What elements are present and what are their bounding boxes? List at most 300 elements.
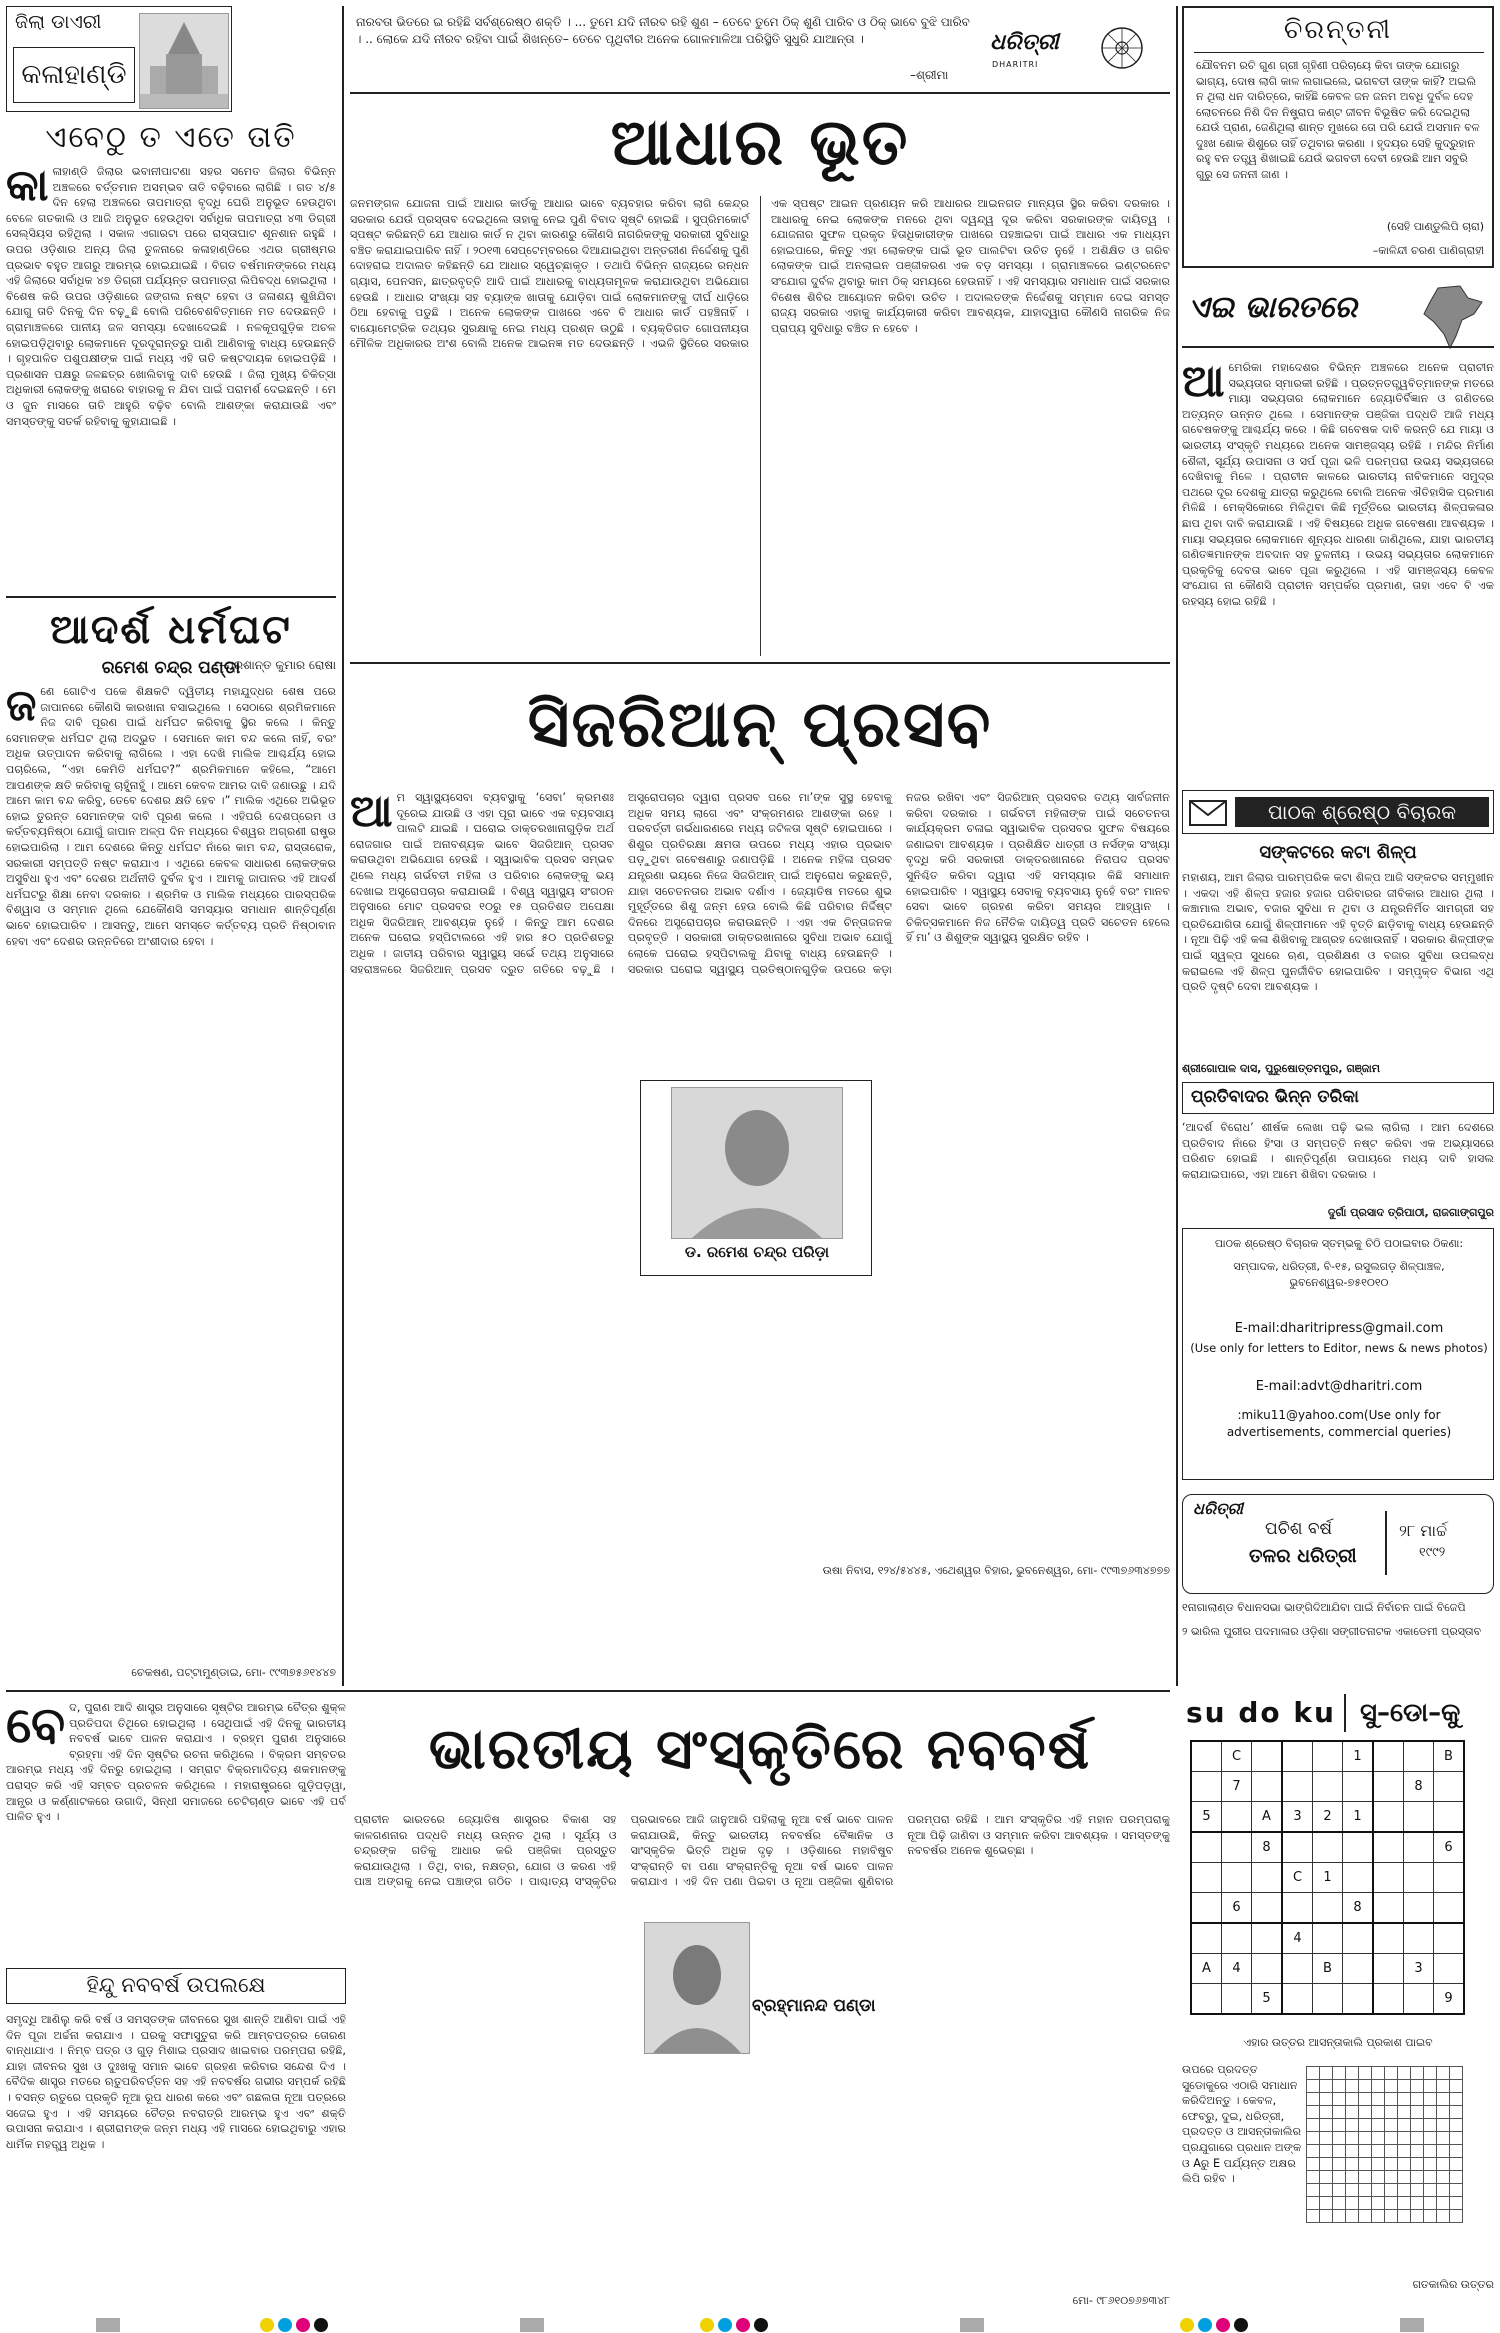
caesarean-headline: ସିଜରିଆନ୍ ପ୍ରସବ [527,688,993,762]
sudoku-cell[interactable]: 6 [1434,1832,1465,1863]
sudoku-cell[interactable] [1404,1832,1434,1863]
mini-cell [1320,2067,1333,2080]
mini-cell [1359,2093,1372,2106]
mini-cell [1307,2210,1320,2223]
mini-row [1307,2106,1463,2119]
mini-cell [1411,2119,1424,2132]
mini-cell [1307,2171,1320,2184]
contact-email-editor[interactable]: E-mail:dharitripress@gmail.com [1234,1321,1444,1336]
nababarsha-left-col [6,1700,346,1980]
mini-cell [1424,2093,1437,2106]
sudoku-row [1191,1741,1464,1772]
mini-cell [1307,2093,1320,2106]
contact-address: ସମ୍ପାଦକ, ଧରିତ୍ରୀ, ବି-୧୫, ରସୁଲଗଡ଼ ଶିଳ୍ପାଞ୍ଚଳ, ଭୁବନେଶ୍ୱର-୭୫୧୦୧୦ [1233,1260,1445,1289]
sudoku-cell[interactable] [1222,1923,1252,1954]
aadhaar-headline: ଆଧାର ଭୂତ [610,106,910,180]
mini-cell [1372,2080,1385,2093]
adarsh-headline: ଆଦର୍ଶ ଧର୍ମଘଟ [50,607,292,653]
print-mark-yellow-2 [700,2318,714,2332]
contact-email-advt[interactable]: E-mail:advt@dharitri.com [1255,1379,1423,1394]
mini-cell [1411,2210,1424,2223]
pathak-letter1-title: ସଙ୍କଟରେ କଟା ଶିଳ୍ପ [1259,842,1417,863]
adarsh-footer: ଚେକଷଣ, ପଟ୍ଟାମୁଣ୍ଡାଇ, ମୋ- ୯୯୩୭୫୬୧୪୪୭ [131,1666,336,1679]
print-mark-black [314,2318,328,2332]
pachisa-brand: ଧରିତ୍ରୀ [1193,1499,1243,1518]
mini-cell [1385,2145,1398,2158]
quote-author: –ଶ୍ରୀମା [910,68,949,82]
sudoku-row [1191,1832,1464,1863]
district-diary-label: ଜିଲା ଡାଏରୀ [15,11,102,33]
pachisa-title2: ତଳର ଧରିତ୍ରୀ [1249,1545,1357,1567]
mini-cell [1411,2171,1424,2184]
mini-cell [1398,2145,1411,2158]
divider-left-1 [6,596,336,598]
mini-cell [1320,2197,1333,2210]
mini-cell [1359,2106,1372,2119]
mini-cell [1346,2067,1359,2080]
sudoku-cell[interactable] [1434,1923,1465,1954]
mini-row [1307,2119,1463,2132]
mini-cell [1398,2093,1411,2106]
sudoku-cell[interactable] [1404,1923,1434,1954]
sudoku-instructions: ଉପରେ ପ୍ରଦତ୍ତ ସୁଡୋକୁରେ ଏଠାରି ସମାଧାନ କରିଦିଅନ୍ତୁ । କେବଳ, ଫେବ୍ରୁ, ଦୁଇ, ଧରିତ୍ରୀ, ପ୍ରଦତ୍ତ ଓ ଆସନ୍ତାକାଲିର ପ୍ରଯୁଗାରେ ପ୍ରଧାନ ଅଙ୍କ ଓ Aରୁ E ପର୍ଯ୍ୟନ୍ତ ଅକ୍ଷର ଲିପି ରହିବ । [1182,2063,1302,2186]
sudoku-cell[interactable] [1282,1893,1313,1924]
mini-cell [1450,2145,1463,2158]
vertical-rule-right [1176,6,1178,1686]
mini-cell [1450,2119,1463,2132]
mini-cell [1385,2171,1398,2184]
sudoku-row [1191,1954,1464,1984]
mini-cell [1320,2132,1333,2145]
mini-cell [1424,2106,1437,2119]
mini-cell [1437,2171,1450,2184]
sudoku-cell[interactable] [1373,1741,1404,1772]
mini-cell [1385,2106,1398,2119]
sudoku-cell[interactable] [1434,1802,1465,1833]
mini-cell [1320,2093,1333,2106]
mini-cell [1333,2093,1346,2106]
sudoku-cell[interactable]: 4 [1282,1923,1313,1954]
print-mark-cyan-3 [1198,2318,1212,2332]
sudoku-cell[interactable] [1282,1772,1313,1802]
sudoku-cell[interactable] [1434,1954,1465,1984]
mini-cell [1359,2184,1372,2197]
mini-cell [1385,2132,1398,2145]
contact-intro: ପାଠକ ଶ୍ରେଷ୍ଠ ବିଚାରକ ସ୍ତମ୍ଭକୁ ଚିଠି ପଠାଇବାର ଠିକଣା: [1214,1237,1464,1250]
mini-cell [1346,2210,1359,2223]
sudoku-row [1191,1802,1464,1833]
mini-cell [1450,2158,1463,2171]
district-name: କଳାହାଣ୍ଡି [13,47,135,103]
sudoku-cell[interactable]: 1 [1343,1741,1374,1772]
sudoku-cell[interactable] [1282,1741,1313,1772]
sudoku-cell[interactable]: 3 [1282,1802,1313,1833]
sudoku-cell[interactable] [1252,1863,1283,1893]
sudoku-cell[interactable] [1313,1923,1343,1954]
ebharat-title: ଏଇ ଭାରତରେ [1188,290,1357,325]
sudoku-cell[interactable]: 7 [1222,1772,1252,1802]
sudoku-cell[interactable] [1373,1923,1404,1954]
sudoku-cell[interactable] [1343,1923,1374,1954]
sudoku-cell[interactable] [1191,1893,1222,1924]
nababarsha-subheadline-box [6,1968,346,2004]
sudoku-cell[interactable]: 8 [1404,1772,1434,1802]
caesarean-dropcap: ଆ [350,790,393,837]
mini-cell [1333,2132,1346,2145]
mini-cell [1398,2158,1411,2171]
mini-cell [1385,2067,1398,2080]
pachisa-item1: ୧ନାଗାଲାଣ୍ଡ ବିଧାନସଭା ଭାଙ୍ଗିଦିଆଯିବା ପାଇଁ ନିର୍ବାଚନ ପାଇଁ ବିଜେପି [1182,1601,1466,1614]
mini-cell [1320,2184,1333,2197]
sudoku-cell[interactable] [1252,1893,1283,1924]
sudoku-cell[interactable]: 1 [1343,1802,1374,1833]
sudoku-cell[interactable] [1313,1772,1343,1802]
district-news-byline: –ପ୍ରଶାନ୍ତ କୁମାର ରୋଷା [218,658,336,672]
mini-row [1307,2210,1463,2223]
pathak-letter1-body: ମହାଶୟ, ଆମ ଜିଲାର ପାରମ୍ପରିକ କଟା ଶିଳ୍ପ ଆଜି ସଙ୍କଟର ସମ୍ମୁଖୀନ । ଏକଦା ଏହି ଶିଳ୍ପ ହଜାର ହଜାର ପରିବାରର ଜୀବିକାର ଆଧାର ଥିଲା । କଞ୍ଚାମାଲ ଅଭାବ, ବଜାର ସୁବିଧା ନ ଥିବା ଓ ଯନ୍ତ୍ରନିର୍ମିତ ସାମଗ୍ରୀ ସହ ପ୍ରତିଯୋଗିତା ଯୋଗୁଁ ଶିଳ୍ପୀମାନେ ଏହି ବୃତ୍ତି ଛାଡ଼ିବାକୁ ବାଧ୍ୟ ହେଉଛନ୍ତି । ନୂଆ ପିଢ଼ି ଏହି କଳା ଶିଖିବାକୁ ଆଗ୍ରହ ଦେଖାଉନାହିଁ । ସରକାର ଶିଳ୍ପୀଙ୍କ ପାଇଁ ସ୍ୱଳ୍ପ ସୁଧରେ ଋଣ, ପ୍ରଶିକ୍ଷଣ ଓ ବଜାର ସୁବିଧା ଉପଲବ୍ଧ କରାଇଲେ ଏହି ଶିଳ୍ପ ପୁନର୍ଜୀବିତ ହୋଇପାରିବ । ସମ୍ପୃକ୍ତ ବିଭାଗ ଏଥି ପ୍ରତି ଦୃଷ୍ଟି ଦେବା ଆବଶ୍ୟକ । [1182,871,1494,994]
district-news-dropcap: କା [6,164,49,211]
aadhaar-body: ଜନମଙ୍ଗଳ ଯୋଜନା ପାଇଁ ଆଧାର କାର୍ଡକୁ ଆଧାର ଭାବେ ବ୍ୟବହାର କରିବା ଲାଗି କେନ୍ଦ୍ର ସରକାର ଯେଉଁ ପ୍ରସ୍ତାବ ଦେଇଥିଲେ ତାହାକୁ ନେଇ ପୁଣି ବିବାଦ ସୃଷ୍ଟି ହୋଇଛି । ସୁପ୍ରିମକୋର୍ଟ ସ୍ପଷ୍ଟ କରିଛନ୍ତି ଯେ ଆଧାର କାର୍ଡ ନ ଥିବା କାରଣରୁ କୌଣସି ନାଗରିକଙ୍କୁ ସରକାରୀ ସୁବିଧାରୁ ବଞ୍ଚିତ କରାଯାଇପାରିବ ନାହିଁ । ୨୦୧୩ ସେପ୍ଟେମ୍ବରରେ ଦିଆଯାଇଥିବା ଅନ୍ତରୀଣ ନିର୍ଦ୍ଦେଶକୁ ପୁଣି ଦୋହରାଇ ଅଦାଲତ କହିଛନ୍ତି ଯେ ଆଧାର ସ୍ୱେଚ୍ଛାକୃତ । ତଥାପି ବିଭିନ୍ନ ରାଜ୍ୟରେ ରନ୍ଧନ ଗ୍ୟାସ, ପେନସନ, ଛାତ୍ରବୃତ୍ତି ଆଦି ପାଇଁ ଆଧାରକୁ ବାଧ୍ୟତାମୂଳକ କରାଯାଉଥିବା ଅଭିଯୋଗ ହେଉଛି । ଆଧାର ସଂଖ୍ୟା ସହ ବ୍ୟାଙ୍କ ଖାତାକୁ ଯୋଡ଼ିବା ପାଇଁ ଲୋକମାନଙ୍କୁ ଦୀର୍ଘ ଧାଡ଼ିରେ ଠିଆ ହେବାକୁ ପଡୁଛି । ଅନେକ ଲୋକଙ୍କ ପାଖରେ ଏବେ ବି ଆଧାର କାର୍ଡ ପହଞ୍ଚିନାହିଁ । ବାୟୋମେଟ୍ରିକ ତଥ୍ୟର ସୁରକ୍ଷାକୁ ନେଇ ମଧ୍ୟ ପ୍ରଶ୍ନ ଉଠୁଛି । ବ୍ୟକ୍ତିଗତ ଗୋପନୀୟତା ମୌଳିକ ଅଧିକାରର ଅଂଶ ବୋଲି ଅନେକ ଆଇନଜ୍ଞ ମତ ଦେଉଛନ୍ତି । ଏଭଳି ସ୍ଥିତିରେ ସରକାର ଏକ ସ୍ପଷ୍ଟ ଆଇନ ପ୍ରଣୟନ କରି ଆଧାରର ଆଇନଗତ ମାନ୍ୟତା ସ୍ଥିର କରିବା ଦରକାର । ଆଧାରକୁ ନେଇ ଲୋକଙ୍କ ମନରେ ଥିବା ଦ୍ୱନ୍ଦ୍ୱ ଦୂର କରିବା ସରକାରଙ୍କ ଦାୟିତ୍ୱ । ଯୋଜନାର ସୁଫଳ ପ୍ରକୃତ ହିତାଧିକାରୀଙ୍କ ପାଖରେ ପହଞ୍ଚାଇବା ପାଇଁ ଆଧାର ଏକ ମାଧ୍ୟମ ହୋଇପାରେ, କିନ୍ତୁ ଏହା ଲୋକଙ୍କ ପାଇଁ ଭୂତ ପାଲଟିବା ଉଚିତ ନୁହେଁ । ଅଶିକ୍ଷିତ ଓ ଗରିବ ଲୋକଙ୍କ ପାଇଁ ଅନଲାଇନ ପଞ୍ଜୀକରଣ ଏକ ବଡ଼ ସମସ୍ୟା । ଗ୍ରାମାଞ୍ଚଳରେ ଇଣ୍ଟରନେଟ ସଂଯୋଗ ଦୁର୍ବଳ ଥିବାରୁ କାମ ଠିକ୍ ସମୟରେ ହେଉନାହିଁ । ଏହି ସମସ୍ୟାର ସମାଧାନ ପାଇଁ ସରକାର ବିଶେଷ ଶିବିର ଆୟୋଜନ କରିବା ଉଚିତ । ଅଦାଲତଙ୍କ ନିର୍ଦ୍ଦେଶକୁ ସମ୍ମାନ ଦେଇ ସମସ୍ତ ରାଜ୍ୟ ସରକାର ଏହାକୁ କାର୍ଯ୍ୟକାରୀ କରିବା ଆବଶ୍ୟକ, ଯାହାଦ୍ୱାରା କୌଣସି ନାଗରିକ ନିଜ ପ୍ରାପ୍ୟ ସୁବିଧାରୁ ବଞ୍ଚିତ ନ ହେବେ । [350,197,1170,351]
contact-email-editor-note: (Use only for letters to Editor, news & news photos) [1190,1341,1488,1355]
mini-cell [1437,2210,1450,2223]
sudoku-cell[interactable] [1343,1832,1374,1863]
sudoku-cell[interactable]: 4 [1222,1954,1252,1984]
sudoku-cell[interactable] [1373,1893,1404,1924]
sudoku-cell[interactable] [1373,1772,1404,1802]
sudoku-title-en: su do ku [1186,1694,1346,1732]
mini-cell [1372,2171,1385,2184]
caesarean-author-photo [671,1087,843,1239]
mini-cell [1411,2080,1424,2093]
sudoku-row [1191,1984,1464,2015]
mini-cell [1450,2132,1463,2145]
mini-cell [1346,2197,1359,2210]
nababarsha-body2: ସମୃଦ୍ଧି ଆଣିଲୁ କରି ବର୍ଷ ଓ ସମସ୍ତଙ୍କ ଜୀବନରେ ସୁଖ ଶାନ୍ତି ଆଣିବା ପାଇଁ ଏହି ଦିନ ପୂଜା ଅର୍ଚ୍ଚନା କରାଯାଏ । ଘରକୁ ସଫାସୁତୁରା କରି ଆମ୍ବପତ୍ରର ତୋରଣ ବାନ୍ଧାଯାଏ । ନିମ୍ବ ପତ୍ର ଓ ଗୁଡ଼ ମିଶାଇ ପ୍ରସାଦ ଖାଇବାର ପରମ୍ପରା ରହିଛି, ଯାହା ଜୀବନର ସୁଖ ଓ ଦୁଃଖକୁ ସମାନ ଭାବେ ଗ୍ରହଣ କରିବାର ସନ୍ଦେଶ ଦିଏ । ବୈଦିକ ଶାସ୍ତ୍ର ମତରେ ଋତୁପରିବର୍ତ୍ତନ ସହ ଏହି ନବବର୍ଷର ଗଭୀର ସମ୍ପର୍କ ରହିଛି । ବସନ୍ତ ଋତୁରେ ପ୍ରକୃତି ନୂଆ ରୂପ ଧାରଣ କରେ ଏବଂ ଗଛଲତା ନୂଆ ପତ୍ରରେ ସଜେଇ ହୁଏ । ଏହି ସମୟରେ ଚୈତ୍ର ନବରାତ୍ରି ଆରମ୍ଭ ହୁଏ ଏବଂ ଶକ୍ତି ଉପାସନା କରାଯାଏ । ଶ୍ରୀରାମଙ୍କ ଜନ୍ମ ମଧ୍ୟ ଏହି ମାସରେ ହୋଇଥିବାରୁ ଏହାର ଧାର୍ମିକ ମହତ୍ତ୍ୱ ଅଧିକ । [6,2013,346,2151]
print-mark-cyan-2 [718,2318,732,2332]
mini-cell [1359,2067,1372,2080]
pathak-letter2-title: ପ୍ରତିବାଦର ଭିନ୍ନ ତରିକା [1191,1087,1359,1107]
mini-cell [1372,2067,1385,2080]
divider-full-bottom [6,1690,1170,1692]
nababarsha-headline: ଭାରତୀୟ ସଂସ୍କୃତିରେ ନବବର୍ଷ [428,1717,1092,1782]
temple-photo [139,13,229,109]
pachisa-vrule [1385,1511,1387,1575]
mini-cell [1437,2197,1450,2210]
ebharat-rule [1182,346,1494,348]
mini-cell [1437,2119,1450,2132]
sudoku-cell[interactable] [1252,1772,1283,1802]
sudoku-grid[interactable] [1190,1740,1465,2015]
print-mark-yellow-3 [1180,2318,1194,2332]
mini-cell [1450,2184,1463,2197]
nababarsha-dropcap: ବେ [6,1700,66,1754]
print-mark-magenta [296,2318,310,2332]
nababarsha-author-photo-box [640,1916,880,2066]
district-diary-banner [6,6,232,112]
mini-cell [1398,2119,1411,2132]
nababarsha-author-caption: ବ୍ରହ୍ମାନନ୍ଦ ପଣ୍ଡା [752,1996,876,2016]
mini-cell [1307,2158,1320,2171]
mini-cell [1411,2106,1424,2119]
adarsh-body-wrap [6,684,336,1634]
mini-cell [1372,2106,1385,2119]
sudoku-cell[interactable] [1343,1984,1374,2015]
sudoku-cell[interactable]: 3 [1404,1954,1434,1984]
sudoku-cell[interactable]: C [1222,1741,1252,1772]
mini-cell [1333,2119,1346,2132]
sudoku-cell[interactable] [1373,1984,1404,2015]
mini-cell [1450,2093,1463,2106]
caesarean-address: ଉଷା ନିବାସ, ୧୨୪/୫୪୪୫, ଏଥେଶ୍ୱର ବିହାର, ଭୁବନେଶ୍ୱର, ମୋ- ୯୯୩୭୬୩୪୭୭୭ [822,1564,1170,1577]
mini-cell [1372,2119,1385,2132]
mini-cell [1437,2106,1450,2119]
print-mark-cyan [278,2318,292,2332]
mini-cell [1437,2067,1450,2080]
mini-cell [1424,2158,1437,2171]
mini-cell [1424,2080,1437,2093]
chirantani-author: –କାଳିନ୍ଦୀ ଚରଣ ପାଣିଗ୍ରାହୀ [1372,244,1484,257]
sudoku-cell[interactable]: 8 [1252,1832,1283,1863]
mini-cell [1346,2171,1359,2184]
mini-row [1307,2132,1463,2145]
sudoku-cell[interactable] [1373,1863,1404,1893]
mini-cell [1346,2080,1359,2093]
mini-cell [1307,2132,1320,2145]
sudoku-cell[interactable] [1191,1984,1222,2015]
mini-cell [1372,2145,1385,2158]
mini-cell [1307,2106,1320,2119]
sudoku-row [1191,1923,1464,1954]
sudoku-cell[interactable]: A [1252,1802,1283,1833]
print-mark-magenta-2 [736,2318,750,2332]
mini-cell [1320,2171,1333,2184]
sudoku-cell[interactable] [1343,1772,1374,1802]
mini-cell [1307,2119,1320,2132]
mini-cell [1333,2067,1346,2080]
mini-cell [1359,2158,1372,2171]
sudoku-cell[interactable]: B [1313,1954,1343,1984]
sudoku-cell[interactable] [1222,1984,1252,2015]
mini-cell [1346,2145,1359,2158]
mini-cell [1450,2106,1463,2119]
pachisa-title1: ପଚିଶ ବର୍ଷ [1265,1519,1332,1539]
sudoku-row [1191,1772,1464,1802]
mini-cell [1437,2145,1450,2158]
sudoku-cell[interactable] [1252,1741,1283,1772]
sudoku-cell[interactable]: 2 [1313,1802,1343,1833]
mini-cell [1450,2210,1463,2223]
temple-illustration [140,14,228,108]
ebharat-body: ମେରିକା ମହାଦେଶର ବିଭିନ୍ନ ଅଞ୍ଚଳରେ ଅନେକ ପ୍ରାଚୀନ ସଭ୍ୟତାର ସ୍ମାରକୀ ରହିଛି । ପ୍ରତ୍ନତତ୍ତ୍ୱବିତ୍ମାନଙ୍କ ମତରେ ମାୟା ସଭ୍ୟତାର ଲୋକମାନେ ଜ୍ୟୋତିର୍ବିଜ୍ଞାନ ଓ ଗଣିତରେ ଅତ୍ୟନ୍ତ ଉନ୍ନତ ଥିଲେ । ସେମାନଙ୍କ ପଞ୍ଜିକା ପଦ୍ଧତି ଆଜି ମଧ୍ୟ ଗବେଷକଙ୍କୁ ଆଶ୍ଚର୍ଯ୍ୟ କରେ । କିଛି ଗବେଷକ ଦାବି କରନ୍ତି ଯେ ମାୟା ଓ ଭାରତୀୟ ସଂସ୍କୃତି ମଧ୍ୟରେ ଅନେକ ସାମଞ୍ଜସ୍ୟ ରହିଛି । ମନ୍ଦିର ନିର୍ମାଣ ଶୈଳୀ, ସୂର୍ଯ୍ୟ ଉପାସନା ଓ ସର୍ପ ପୂଜା ଭଳି ପରମ୍ପରା ଉଭୟ ସଭ୍ୟତାରେ ଦେଖିବାକୁ ମିଳେ । ପ୍ରାଚୀନ କାଳରେ ଭାରତୀୟ ନାବିକମାନେ ସମୁଦ୍ର ପଥରେ ଦୂର ଦେଶକୁ ଯାତ୍ରା କରୁଥିଲେ ବୋଲି ଅନେକ ଐତିହାସିକ ପ୍ରମାଣ ମିଳିଛି । ମେକ୍ସିକୋରେ ମିଳିଥିବା କିଛି ମୂର୍ତ୍ତିରେ ଭାରତୀୟ ଶିଳ୍ପକଳାର ଛାପ ଥିବା ଦାବି କରାଯାଉଛି । ଏହି ବିଷୟରେ ଅଧିକ ଗବେଷଣା ଆବଶ୍ୟକ । ମାୟା ସଭ୍ୟତାର ଲୋକମାନେ ଶୂନ୍ୟର ଧାରଣା ଜାଣିଥିଲେ, ଯାହା ଭାରତୀୟ ଗଣିତଜ୍ଞମାନଙ୍କ ଅବଦାନ ସହ ତୁଳନୀୟ । ଉଭୟ ସଭ୍ୟତାର ଲୋକମାନେ ପ୍ରକୃତିକୁ ଦେବତା ଭାବେ ପୂଜା କରୁଥିଲେ । ଏହି ସାମଞ୍ଜସ୍ୟ କେବଳ ସଂଯୋଗ ନା କୌଣସି ପ୍ରାଚୀନ ସମ୍ପର୍କର ପ୍ରମାଣ, ତାହା ଏବେ ବି ଏକ ରହସ୍ୟ ହୋଇ ରହିଛି । [1182,361,1494,608]
mini-cell [1320,2119,1333,2132]
sudoku-cell[interactable] [1313,1741,1343,1772]
mini-cell [1437,2093,1450,2106]
contact-email-yahoo[interactable]: :miku11@yahoo.com(Use only for advertisements, commercial queries) [1226,1408,1452,1439]
sudoku-cell[interactable] [1222,1802,1252,1833]
sudoku-row [1191,1893,1464,1924]
vertical-rule-left [342,6,344,1686]
sudoku-cell[interactable] [1404,1863,1434,1893]
mini-cell [1333,2184,1346,2197]
sudoku-cell[interactable] [1373,1802,1404,1833]
mini-cell [1411,2197,1424,2210]
mini-row [1307,2067,1463,2080]
chirantani-source: (ସେହି ପାଣ୍ଡୁଲିପି ଚାରା) [1386,220,1484,233]
mini-cell [1424,2119,1437,2132]
mini-row [1307,2093,1463,2106]
ebharat-dropcap: ଆ [1182,360,1225,407]
mini-cell [1411,2132,1424,2145]
mini-cell [1450,2080,1463,2093]
print-mark-black-2 [754,2318,768,2332]
mini-cell [1437,2184,1450,2197]
district-news-body-wrap [6,164,336,654]
print-mark-yellow [260,2318,274,2332]
sudoku-cell[interactable] [1343,1954,1374,1984]
district-news-headline: ଏବେଠୁ ତ ଏତେ ତାତି [45,120,297,155]
mini-cell [1346,2184,1359,2197]
mini-cell [1385,2210,1398,2223]
sudoku-cell[interactable] [1313,1984,1343,2015]
sudoku-cell[interactable] [1404,1741,1434,1772]
pachisa-item2: ୨ ଭାରିଲ ପୁରୀର ପଦମାଳାର ଓଡ଼ିଶା ସଙ୍ଗୀତନାଟକ ଏକାଡେମୀ ପ୍ରସ୍ତାବ [1182,1625,1482,1638]
adarsh-author: ରମେଶ ଚନ୍ଦ୍ର ପଣ୍ଡା [101,658,241,678]
sudoku-cell[interactable] [1404,1893,1434,1924]
mini-cell [1372,2197,1385,2210]
caesarean-author-caption: ଡ. ରମେଶ ଚନ୍ଦ୍ର ପରିଡ଼ା [684,1243,830,1261]
print-mark-gray-2 [520,2318,544,2332]
mini-cell [1424,2184,1437,2197]
sudoku-cell[interactable]: A [1191,1954,1222,1984]
chirantani-title: ଚିରନ୍ତନୀ [1283,15,1393,45]
sudoku-title-box [1182,1690,1494,1736]
mini-cell [1411,2093,1424,2106]
adarsh-body: ଣେ ଗୋଟିଏ ପକେ ଶିକ୍ଷକଟି ଦ୍ୱିତୀୟ ମହାଯୁଦ୍ଧର ଶେଷ ପରେ ଜାପାନରେ କୌଣସି କାରଖାନା ବସାଇଥିଲେ । ସେଠାରେ ଶ୍ରମିକମାନେ ନିଜ ଦାବି ପୂରଣ ପାଇଁ ଧର୍ମଘଟ କରିବାକୁ ସ୍ଥିର କଲେ । କିନ୍ତୁ ସେମାନଙ୍କ ଧର୍ମଘଟ ଥିଲା ଅଦ୍ଭୁତ । ସେମାନେ କାମ ବନ୍ଦ କଲେ ନାହିଁ, ବରଂ ଅଧିକ ଉତ୍ପାଦନ କରିବାକୁ ଲାଗିଲେ । ଏହା ଦେଖି ମାଲିକ ଆଶ୍ଚର୍ଯ୍ୟ ହୋଇ ପଚାରିଲେ, “ଏହା କେମିତି ଧର୍ମଘଟ?” ଶ୍ରମିକମାନେ କହିଲେ, “ଆମେ ଆପଣଙ୍କ କ୍ଷତି କରିବାକୁ ଚାହୁଁନାହୁଁ । ଆମେ କେବଳ ଆମର ଦାବି ଜଣାଉଛୁ । ଯଦି ଆମେ କାମ ବନ୍ଦ କରିବୁ, ତେବେ ଦେଶର କ୍ଷତି ହେବ ।” ମାଲିକ ଏଥିରେ ଅଭିଭୂତ ହୋଇ ତୁରନ୍ତ ସେମାନଙ୍କ ଦାବି ପୂରଣ କଲେ । ଏହିପରି ଦେଶପ୍ରେମ ଓ କର୍ତ୍ତବ୍ୟନିଷ୍ଠା ଯୋଗୁଁ ଜାପାନ ଅଳ୍ପ ଦିନ ମଧ୍ୟରେ ବିଶ୍ୱର ଅଗ୍ରଣୀ ରାଷ୍ଟ୍ର ହୋଇପାରିଲା । ଆମ ଦେଶରେ କିନ୍ତୁ ଧର୍ମଘଟ ନାଁରେ କାମ ବନ୍ଦ, ରାସ୍ତାରୋକ, ସରକାରୀ ସମ୍ପତ୍ତି ନଷ୍ଟ କରାଯାଏ । ଏଥିରେ କେବଳ ସାଧାରଣ ଲୋକଙ୍କର ଅସୁବିଧା ହୁଏ ଏବଂ ଦେଶର ଅର୍ଥନୀତି ଦୁର୍ବଳ ହୁଏ । ଆମକୁ ଜାପାନର ଏହି ଆଦର୍ଶ ଧର୍ମଘଟରୁ ଶିକ୍ଷା ନେବା ଦରକାର । ଶ୍ରମିକ ଓ ମାଲିକ ମଧ୍ୟରେ ପାରସ୍ପରିକ ବିଶ୍ୱାସ ଓ ସମ୍ମାନ ଥିଲେ ଯେକୌଣସି ସମସ୍ୟାର ସମାଧାନ ଶାନ୍ତିପୂର୍ଣ୍ଣ ଭାବେ ହୋଇପାରିବ । ଆସନ୍ତୁ, ଆମେ ସମସ୍ତେ କର୍ତ୍ତବ୍ୟ ପ୍ରତି ନିଷ୍ଠାବାନ ହେବା ଏବଂ ଦେଶର ଉନ୍ନତିରେ ଅଂଶୀଦାର ହେବା । [6,685,336,948]
mini-cell [1320,2210,1333,2223]
mini-cell [1359,2210,1372,2223]
mini-cell [1385,2158,1398,2171]
sudoku-cell[interactable]: 5 [1252,1984,1283,2015]
pathak-banner [1182,790,1494,834]
mini-cell [1424,2067,1437,2080]
mini-cell [1385,2080,1398,2093]
mini-cell [1333,2145,1346,2158]
sudoku-yesterday-label: ଗତକାଲିର ଉତ୍ତର [1412,2278,1494,2291]
sudoku-cell[interactable] [1191,1923,1222,1954]
mini-cell [1346,2132,1359,2145]
mini-cell [1359,2119,1372,2132]
ebharat-body-wrap [1182,360,1494,780]
mini-cell [1320,2158,1333,2171]
sudoku-cell[interactable] [1282,1984,1313,2015]
sudoku-cell[interactable] [1222,1863,1252,1893]
nababarsha-footer: ମୋ- ୯୮୬୧୦୭୬୭୩୪୮ [1072,2294,1170,2307]
mini-cell [1437,2132,1450,2145]
pachisa-date-year: ୧୯୯୨ [1419,1545,1446,1560]
sudoku-cell[interactable] [1313,1832,1343,1863]
sudoku-yesterday-wrap [1306,2066,1494,2266]
sudoku-cell[interactable] [1343,1863,1374,1893]
contact-box [1182,1228,1494,1480]
sudoku-cell[interactable] [1252,1954,1283,1984]
sudoku-cell[interactable]: B [1434,1741,1465,1772]
brand-small [990,26,1160,76]
mini-cell [1307,2197,1320,2210]
adarsh-dropcap: ଜ [6,684,37,731]
author-portrait-2 [645,1923,749,2053]
mini-cell [1372,2158,1385,2171]
ebharat-banner [1182,280,1494,354]
sudoku-cell[interactable]: C [1282,1863,1313,1893]
print-mark-gray-3 [960,2318,984,2332]
sudoku-cell[interactable] [1282,1954,1313,1984]
sudoku-cell[interactable] [1191,1772,1222,1802]
mini-cell [1333,2171,1346,2184]
mini-cell [1385,2197,1398,2210]
mini-cell [1450,2171,1463,2184]
pathak-letter2-body: ‘ଆଦର୍ଶ ବିରୋଧ’ ଶୀର୍ଷକ ଲେଖା ପଢ଼ି ଭଲ ଲାଗିଲା । ଆମ ଦେଶରେ ପ୍ରତିବାଦ ନାଁରେ ହିଂସା ଓ ସମ୍ପତ୍ତି ନଷ୍ଟ କରିବା ଏକ ଅଭ୍ୟାସରେ ପରିଣତ ହୋଇଛି । ଶାନ୍ତିପୂର୍ଣ୍ଣ ଉପାୟରେ ମଧ୍ୟ ଦାବି ହାସଲ କରାଯାଇପାରେ, ଏହା ଆମେ ଶିଖିବା ଦରକାର । [1182,1121,1494,1181]
mini-cell [1359,2132,1372,2145]
quote-box [350,8,1170,90]
nababarsha-body: ଦ, ପୁରାଣ ଆଦି ଶାସ୍ତ୍ର ଅନୁସାରେ ସୃଷ୍ଟିର ଆରମ୍ଭ ଚୈତ୍ର ଶୁକ୍ଳ ପ୍ରତିପଦା ତିଥିରେ ହୋଇଥିଲା । ସେଥିପାଇଁ ଏହି ଦିନକୁ ଭାରତୀୟ ନବବର୍ଷ ଭାବେ ପାଳନ କରାଯାଏ । ବ୍ରହ୍ମ ପୁରାଣ ଅନୁସାରେ ବ୍ରହ୍ମା ଏହି ଦିନ ସୃଷ୍ଟିର ରଚନା କରିଥିଲେ । ବିକ୍ରମ ସମ୍ବତର ଆରମ୍ଭ ମଧ୍ୟ ଏହି ଦିନରୁ ହୋଇଥିଲା । ସମ୍ରାଟ ବିକ୍ରମାଦିତ୍ୟ ଶକମାନଙ୍କୁ ପରାସ୍ତ କରି ଏହି ସମ୍ବତ ପ୍ରଚଳନ କରିଥିଲେ । ମହାରାଷ୍ଟ୍ରରେ ଗୁଡ଼ିପଡ଼ୱା, ଆନ୍ଧ୍ର ଓ କର୍ଣ୍ଣାଟକରେ ଉଗାଦି, ସିନ୍ଧୀ ସମାଜରେ ଚେଟିଚାଣ୍ଡ ଭାବେ ଏହି ପର୍ବ ପାଳିତ ହୁଏ । [6,1701,346,1824]
pachisa-date-day: ୨୮ ମାର୍ଚ୍ଚ [1399,1521,1448,1540]
mini-cell [1307,2184,1320,2197]
divider-quote [350,92,1170,94]
print-mark-magenta-3 [1216,2318,1230,2332]
mini-cell [1424,2145,1437,2158]
author-portrait-1 [672,1088,842,1238]
mini-cell [1437,2158,1450,2171]
sudoku-cell[interactable]: 8 [1343,1893,1374,1924]
mini-cell [1359,2171,1372,2184]
pathak-letter1-sign: ଶ୍ରୀଗୋପାଳ ଦାସ, ପୁରୁଷୋତ୍ତମପୁର, ଗଞ୍ଜାମ [1182,1062,1380,1075]
sudoku-title-or: ସୁ–ଡୋ–କୁ [1360,1698,1461,1728]
sudoku-cell[interactable]: 1 [1313,1863,1343,1893]
sudoku-cell[interactable]: 5 [1191,1802,1222,1833]
sudoku-cell[interactable]: 9 [1434,1984,1465,2015]
mini-cell [1333,2106,1346,2119]
caesarean-body: ମ ସ୍ୱାସ୍ଥ୍ୟସେବା ବ୍ୟବସ୍ଥାକୁ ‘ସେବା’ କ୍ରମଶଃ ଦୂରେଇ ଯାଉଛି ଓ ଏହା ପୂରା ଭାବେ ଏକ ବ୍ୟବସାୟ ପାଲଟି ଯାଇଛି । ଘରୋଇ ଡାକ୍ତରଖାନାଗୁଡ଼ିକ ଅର୍ଥ ରୋଜଗାର ପାଇଁ ଅନାବଶ୍ୟକ ଭାବେ ସିଜରିଆନ୍ ପ୍ରସବ କରାଉଥିବା ଅଭିଯୋଗ ହେଉଛି । ସ୍ୱାଭାବିକ ପ୍ରସବ ସମ୍ଭବ ଥିଲେ ମଧ୍ୟ ଗର୍ଭବତୀ ମହିଳା ଓ ପରିବାର ଲୋକଙ୍କୁ ଭୟ ଦେଖାଇ ଅସ୍ତ୍ରୋପଚାର କରାଯାଉଛି । ବିଶ୍ୱ ସ୍ୱାସ୍ଥ୍ୟ ସଂଗଠନ ଅନୁସାରେ ମୋଟ ପ୍ରସବର ୧୦ରୁ ୧୫ ପ୍ରତିଶତ ଅପେକ୍ଷା ଅଧିକ ସିଜରିଆନ୍ ଆବଶ୍ୟକ ନୁହେଁ । କିନ୍ତୁ ଆମ ଦେଶର ଅନେକ ଘରୋଇ ହସ୍ପିଟାଲରେ ଏହି ହାର ୫୦ ପ୍ରତିଶତରୁ ଅଧିକ । ଜାତୀୟ ପରିବାର ସ୍ୱାସ୍ଥ୍ୟ ସର୍ଭେ ତଥ୍ୟ ଅନୁସାରେ ସହରାଞ୍ଚଳରେ ସିଜରିଆନ୍ ପ୍ରସବ ଦ୍ରୁତ ଗତିରେ ବଢ଼ୁଛି । ଅସ୍ତ୍ରୋପଚାର ଦ୍ୱାରା ପ୍ରସବ ପରେ ମା’ଙ୍କ ସୁସ୍ଥ ହେବାକୁ ଅଧିକ ସମୟ ଲାଗେ ଏବଂ ସଂକ୍ରମଣର ଆଶଙ୍କା ରହେ । ପରବର୍ତ୍ତୀ ଗର୍ଭଧାରଣରେ ମଧ୍ୟ ଜଟିଳତା ସୃଷ୍ଟି ହୋଇପାରେ । ଶିଶୁର ପ୍ରତିରକ୍ଷା କ୍ଷମତା ଉପରେ ମଧ୍ୟ ଏହାର ପ୍ରଭାବ ପଡ଼ୁଥିବା ଗବେଷଣାରୁ ଜଣାପଡ଼ିଛି । ଅନେକ ମହିଳା ପ୍ରସବ ଯନ୍ତ୍ରଣା ଭୟରେ ନିଜେ ସିଜରିଆନ୍ ପାଇଁ ଅନୁରୋଧ କରୁଛନ୍ତି, ଯାହା ସଚେତନତାର ଅଭାବ ଦର୍ଶାଏ । ଜ୍ୟୋତିଷ ମତରେ ଶୁଭ ମୁହୂର୍ତ୍ତରେ ଶିଶୁ ଜନ୍ମ ହେଉ ବୋଲି କିଛି ପରିବାର ନିର୍ଦ୍ଦିଷ୍ଟ ଦିନରେ ଅସ୍ତ୍ରୋପଚାର କରାଉଛନ୍ତି । ଏହା ଏକ ଚିନ୍ତାଜନକ ପ୍ରବୃତ୍ତି । ସରକାରୀ ଡାକ୍ତରଖାନାରେ ସୁବିଧା ଅଭାବ ଯୋଗୁଁ ଲୋକେ ଘରୋଇ ହସ୍ପିଟାଲକୁ ଯିବାକୁ ବାଧ୍ୟ ହେଉଛନ୍ତି । ସରକାର ଘରୋଇ ସ୍ୱାସ୍ଥ୍ୟ ପ୍ରତିଷ୍ଠାନଗୁଡ଼ିକ ଉପରେ କଡ଼ା ନଜର ରଖିବା ଏବଂ ସିଜରିଆନ୍ ପ୍ରସବର ତଥ୍ୟ ସାର୍ବଜନୀନ କରିବା ଦରକାର । ଗର୍ଭବତୀ ମହିଳାଙ୍କ ପାଇଁ ସଚେତନତା କାର୍ଯ୍ୟକ୍ରମ ଚଳାଇ ସ୍ୱାଭାବିକ ପ୍ରସବର ସୁଫଳ ବିଷୟରେ ଜଣାଇବା ଆବଶ୍ୟକ । ପ୍ରଶିକ୍ଷିତ ଧାତ୍ରୀ ଓ ନର୍ସଙ୍କ ସଂଖ୍ୟା ବୃଦ୍ଧି କରି ସରକାରୀ ଡାକ୍ତରଖାନାରେ ନିରାପଦ ପ୍ରସବ ସୁନିଶ୍ଚିତ କରିବା ଦ୍ୱାରା ଏହି ସମସ୍ୟାର କିଛି ସମାଧାନ ହୋଇପାରିବ । ସ୍ୱାସ୍ଥ୍ୟ ସେବାକୁ ବ୍ୟବସାୟ ନୁହେଁ ବରଂ ମାନବ ସେବା ଭାବେ ଗ୍ରହଣ କରିବା ସମୟର ଆହ୍ୱାନ । ଚିକିତ୍ସକମାନେ ନିଜ ନୈତିକ ଦାୟିତ୍ୱ ପ୍ରତି ସଚେତନ ହେଲେ ହିଁ ମା’ ଓ ଶିଶୁଙ୍କ ସ୍ୱାସ୍ଥ୍ୟ ସୁରକ୍ଷିତ ରହିବ । [350,791,1170,976]
sudoku-cell[interactable] [1404,1984,1434,2015]
sudoku-cell[interactable] [1434,1863,1465,1893]
sudoku-cell[interactable] [1282,1832,1313,1863]
sudoku-row [1191,1863,1464,1893]
sudoku-cell[interactable] [1191,1863,1222,1893]
sudoku-cell[interactable] [1252,1923,1283,1954]
sudoku-cell[interactable] [1434,1772,1465,1802]
mini-cell [1450,2067,1463,2080]
mini-cell [1346,2119,1359,2132]
sudoku-cell[interactable] [1191,1741,1222,1772]
sudoku-cell[interactable] [1404,1802,1434,1833]
mini-cell [1398,2171,1411,2184]
nababarsha-subheadline: ହିନ୍ଦୁ ନବବର୍ଷ ଉପଲକ୍ଷେ [86,1973,266,1997]
sudoku-cell[interactable] [1191,1832,1222,1863]
sudoku-answer-note: ଏହାର ଉତ୍ତର ଆସନ୍ତାକାଲି ପ୍ରକାଶ ପାଇବ [1243,2036,1433,2049]
sudoku-cell[interactable] [1373,1954,1404,1984]
mini-cell [1372,2210,1385,2223]
sudoku-cell[interactable] [1222,1832,1252,1863]
envelope-icon [1189,797,1229,827]
mini-cell [1320,2080,1333,2093]
sudoku-cell[interactable]: 6 [1222,1893,1252,1924]
mini-cell [1398,2067,1411,2080]
sudoku-yesterday-grid [1306,2066,1463,2223]
mini-cell [1372,2184,1385,2197]
sudoku-cell[interactable] [1313,1893,1343,1924]
sudoku-cell[interactable] [1434,1893,1465,1924]
sudoku-cell[interactable] [1373,1832,1404,1863]
